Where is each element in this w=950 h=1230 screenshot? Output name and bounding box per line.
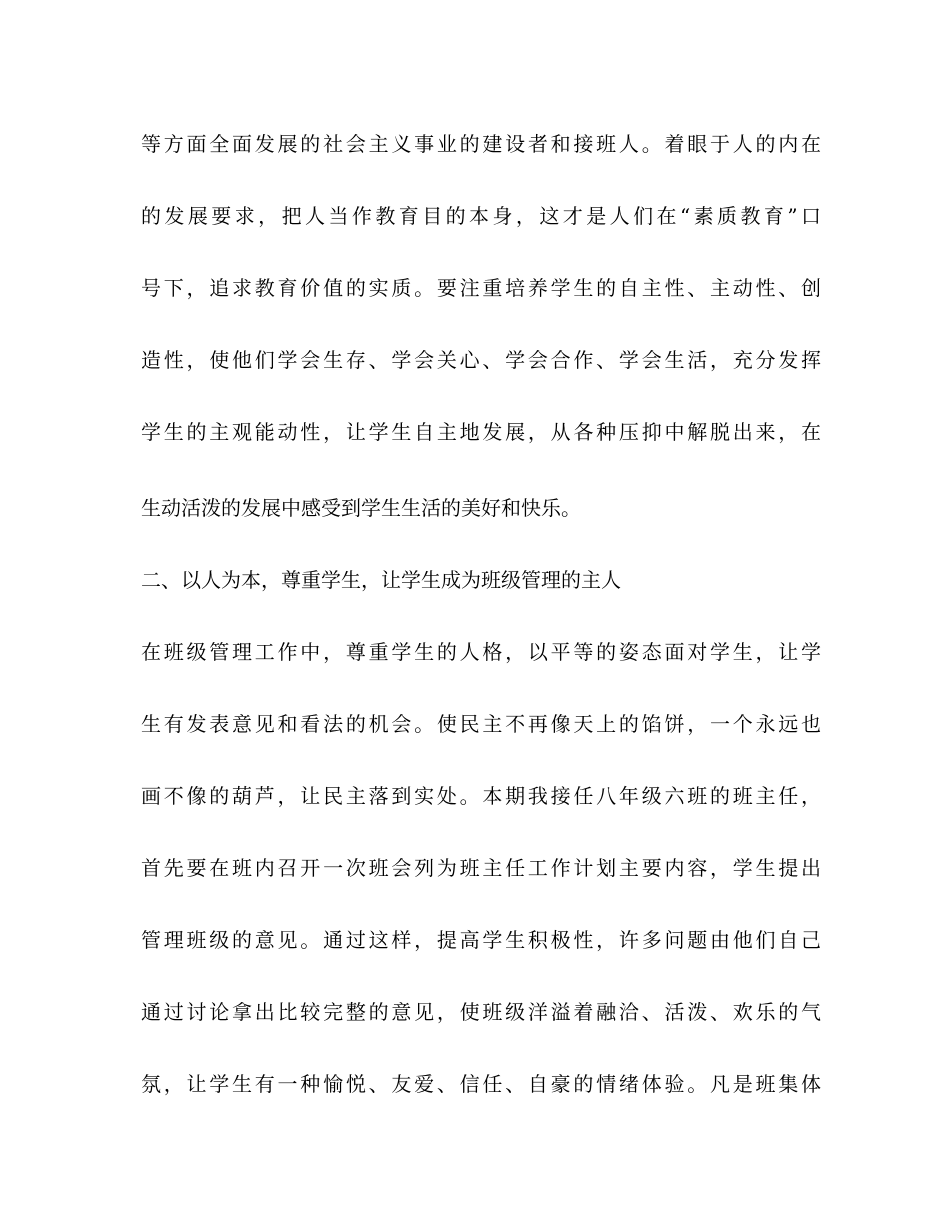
paragraph-line-end: 生动活泼的发展中感受到学生生活的美好和快乐。 xyxy=(141,496,581,520)
section-heading: 二、以人为本，尊重学生，让学生成为班级管理的主人 xyxy=(141,568,621,592)
paragraph-line: 等方面全面发展的社会主义事业的建设者和接班人。着眼于人的内在 xyxy=(141,132,821,156)
paragraph-line: 通过讨论拿出比较完整的意见，使班级洋溢着融洽、活泼、欢乐的气 xyxy=(141,1000,821,1024)
paragraph-line: 学生的主观能动性，让学生自主地发展，从各种压抑中解脱出来，在 xyxy=(141,420,821,444)
paragraph-line: 号下，追求教育价值的实质。要注重培养学生的自主性、主动性、创 xyxy=(141,276,821,300)
paragraph-line: 氛，让学生有一种愉悦、友爱、信任、自豪的情绪体验。凡是班集体 xyxy=(141,1072,821,1096)
paragraph-line: 首先要在班内召开一次班会列为班主任工作计划主要内容，学生提出 xyxy=(141,856,821,880)
paragraph-line: 生有发表意见和看法的机会。使民主不再像天上的馅饼，一个永远也 xyxy=(141,712,821,736)
paragraph-line: 的发展要求，把人当作教育目的本身，这才是人们在“素质教育”口 xyxy=(141,204,821,228)
paragraph-line: 在班级管理工作中，尊重学生的人格，以平等的姿态面对学生，让学 xyxy=(141,640,821,664)
paragraph-line: 画不像的葫芦，让民主落到实处。本期我接任八年级六班的班主任， xyxy=(141,784,821,808)
paragraph-line: 管理班级的意见。通过这样，提高学生积极性，许多问题由他们自己 xyxy=(141,928,821,952)
paragraph-line: 造性，使他们学会生存、学会关心、学会合作、学会生活，充分发挥 xyxy=(141,348,821,372)
